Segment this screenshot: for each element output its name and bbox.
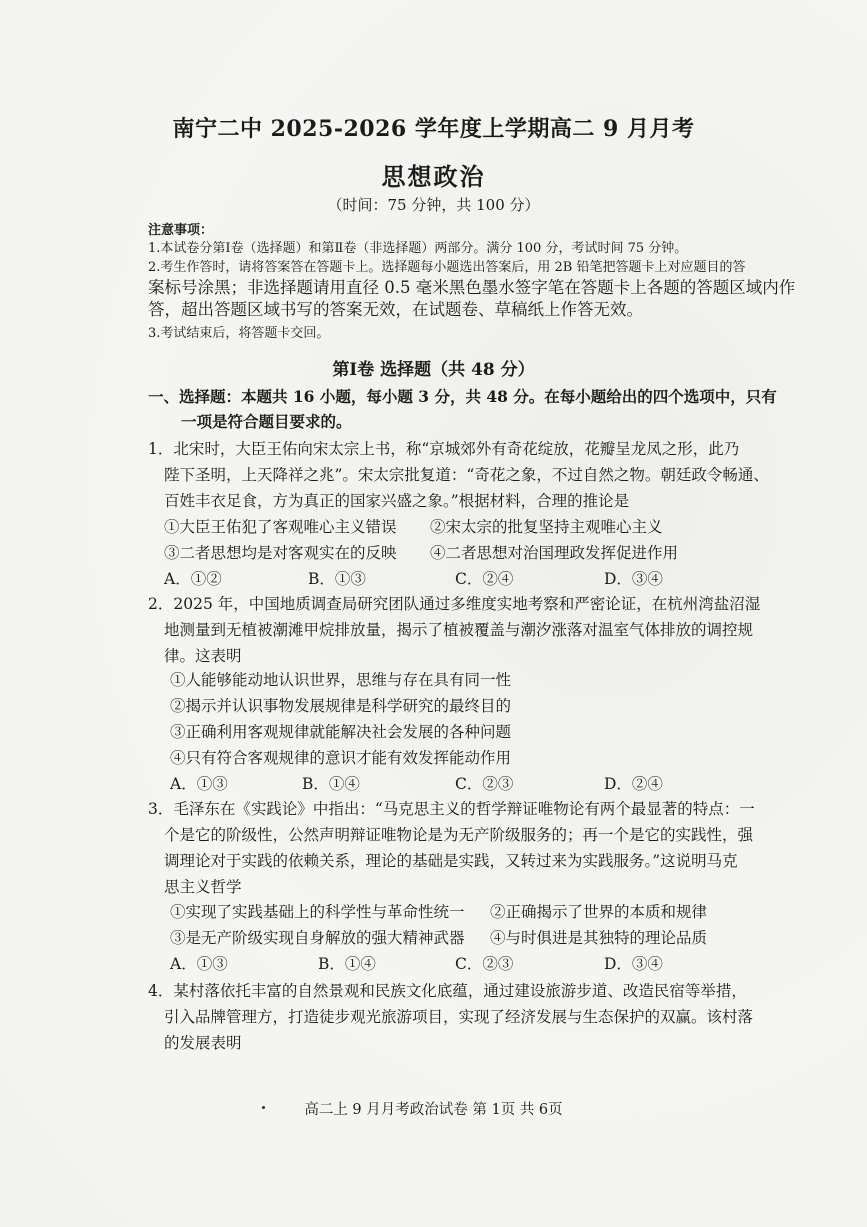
- statement-2: ②正确揭示了世界的本质和规律: [490, 903, 708, 921]
- option-b: B．①④: [318, 955, 376, 973]
- exam-subject: 思想政治: [381, 162, 486, 191]
- statement-1: ①大臣王佑犯了客观唯心主义错误: [164, 518, 397, 536]
- statement-4: ④二者思想对治国理政发挥促进作用: [430, 544, 679, 562]
- option-a: A．①③: [170, 775, 228, 793]
- option-c: C．②③: [455, 955, 514, 973]
- question-stem-line: 个是它的阶级性，公然声明辩证唯物论是为无产阶级服务的；再一个是它的实践性，强: [164, 826, 754, 844]
- question-stem-line: 地测量到无植被潮滩甲烷排放量，揭示了植被覆盖与潮汐涨落对温室气体排放的调控规: [164, 621, 754, 639]
- question-stem-line: 的发展表明: [164, 1034, 242, 1052]
- section-instruction: 一项是符合题目要求的。: [181, 412, 352, 431]
- exam-time-info: （时间：75 分钟，共 100 分）: [327, 196, 540, 214]
- question-stem-line: 引入品牌管理方，打造徒步观光旅游项目，实现了经济发展与生态保护的双赢。该村落: [164, 1008, 754, 1026]
- notice-line: 3.考试结束后，将答题卡交回。: [148, 326, 330, 341]
- question-stem-line: 陛下圣明，上天降祥之兆”。宋太宗批复道：“奇花之象，不过自然之物。朝廷政令畅通、: [164, 466, 769, 484]
- statement-1: ①人能够能动地认识世界，思维与存在具有同一性: [170, 671, 512, 689]
- statement-2: ②揭示并认识事物发展规律是科学研究的最终目的: [170, 697, 512, 715]
- section-instruction: 一、选择题：本题共 16 小题，每小题 3 分，共 48 分。在每小题给出的四个选项中，只有: [148, 387, 777, 406]
- statement-4: ④与时俱进是其独特的理论品质: [490, 929, 708, 947]
- statement-3: ③正确利用客观规律就能解决社会发展的各种问题: [170, 723, 512, 741]
- statement-3: ③是无产阶级实现自身解放的强大精神武器: [170, 929, 465, 947]
- question-stem-line: 调理论对于实践的依赖关系，理论的基础是实践，又转过来为实践服务。”这说明马克: [164, 852, 738, 870]
- question-stem-line: 2．2025 年，中国地质调查局研究团队通过多维度实地考察和严密论证，在杭州湾盐沼湿: [148, 595, 761, 613]
- option-c: C．②④: [455, 570, 514, 588]
- notice-line: 1.本试卷分第Ⅰ卷（选择题）和第Ⅱ卷（非选择题）两部分。满分 100 分，考试时间 75 分钟。: [148, 241, 688, 256]
- option-c: C．②③: [455, 775, 514, 793]
- question-stem-line: 3．毛泽东在《实践论》中指出：“马克思主义的哲学辩证唯物论有两个最显著的特点：一: [148, 800, 755, 818]
- notice-line: 答，超出答题区域书写的答案无效，在试题卷、草稿纸上作答无效。: [148, 300, 643, 319]
- question-stem-line: 思主义哲学: [164, 878, 242, 896]
- question-stem-line: 律。这表明: [164, 647, 242, 665]
- option-a: A．①③: [170, 955, 228, 973]
- question-stem-line: 1．北宋时，大臣王佑向宋太宗上书，称“京城郊外有奇花绽放，花瓣呈龙凤之形，此乃: [148, 440, 740, 458]
- section-title: 第Ⅰ卷 选择题（共 48 分）: [332, 360, 535, 380]
- statement-4: ④只有符合客观规律的意识才能有效发挥能动作用: [170, 749, 512, 767]
- question-stem-line: 4．某村落依托丰富的自然景观和民族文化底蕴，通过建设旅游步道、改造民宿等举措，: [148, 982, 747, 1000]
- option-d: D．③④: [604, 955, 663, 973]
- statement-1: ①实现了实践基础上的科学性与革命性统一: [170, 903, 465, 921]
- question-stem-line: 百姓丰衣足食，方为真正的国家兴盛之象。”根据材料，合理的推论是: [164, 492, 630, 510]
- statement-3: ③二者思想均是对客观实在的反映: [164, 544, 397, 562]
- option-d: D．③④: [604, 570, 663, 588]
- option-d: D．②④: [604, 775, 663, 793]
- notice-heading: 注意事项：: [148, 223, 214, 238]
- option-b: B．①④: [302, 775, 360, 793]
- notice-line: 2.考生作答时，请将答案答在答题卡上。选择题每小题选出答案后，用 2B 铅笔把答题卡上对应题目的答: [148, 260, 746, 275]
- page-footer: 高二上 9 月月考政治试卷 第 1页 共 6页: [304, 1102, 563, 1118]
- option-b: B．①③: [308, 570, 366, 588]
- option-a: A．①②: [164, 570, 222, 588]
- notice-line: 案标号涂黑；非选择题请用直径 0.5 毫米黑色墨水签字笔在答题卡上各题的答题区域内作: [148, 278, 796, 297]
- statement-2: ②宋太宗的批复坚持主观唯心主义: [430, 518, 663, 536]
- exam-title: 南宁二中 2025-2026 学年度上学期高二 9 月月考: [172, 116, 695, 142]
